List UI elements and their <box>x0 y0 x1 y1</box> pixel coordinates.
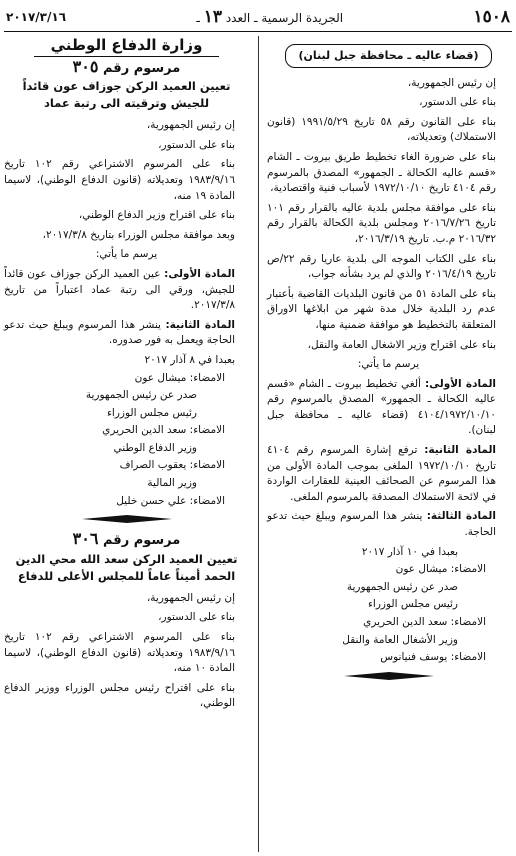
date-line: بعبدا في ٨ آذار ٢٠١٧ <box>144 353 235 366</box>
paragraph: بناء على القانون رقم ٥٨ تاريخ ١٩٩١/٥/٢٩ (قانون الاستملاك) وتعديلاته، <box>267 115 496 144</box>
signature-line: وزير الدفاع الوطني <box>113 441 197 454</box>
right-column <box>267 36 510 688</box>
paragraph: وبعد موافقة مجلس الوزراء بتاريخ ٢٠١٧/٣/٨، <box>42 228 235 241</box>
page-header <box>6 6 510 28</box>
signature-line: رئيس مجلس الوزراء <box>367 598 458 611</box>
paragraph: بناء على اقتراح وزير الاشغال العامة والنقل، <box>307 338 496 351</box>
column-divider <box>258 36 259 852</box>
article-text: ينشر هذا المرسوم ويبلغ حيث تدعو الحاجة. <box>267 510 496 539</box>
paragraph: إن رئيس الجمهورية، <box>407 76 496 89</box>
section-separator <box>344 672 434 680</box>
paragraph: إن رئيس الجمهورية، <box>146 119 235 132</box>
decree-label: مرسوم رقم <box>102 533 181 549</box>
paragraph: بناء على المرسوم الاشتراعي رقم ١٠٢ تاريخ ١٩٨٣/٩/١٦ وتعديلاته (قانون الدفاع الوطني)، لاسيما المادة ١٩ منه، <box>4 158 235 202</box>
article-label: المادة الثالثة: <box>426 510 496 523</box>
paragraph: بناء على الكتاب الموجه الى بلدية عاريا رقم ٢٢/ص تاريخ ٢٠١٦/٤/١٩ والذي لم يرد بشأنه جواب، <box>267 252 496 281</box>
signature-line: الامضاء: سعد الدين الحريري <box>363 616 486 628</box>
gazette-title: الجريدة الرسمية ـ العدد ١٣ ـ <box>196 7 344 27</box>
signature-line: الامضاء: ميشال عون <box>134 371 225 384</box>
header-rule <box>4 31 512 32</box>
ministry-underline <box>34 56 219 57</box>
decree-label: مرسوم رقم <box>102 60 181 76</box>
article-text: ترفع إشارة المرسوم رقم ٤١٠٤ تاريخ ١٩٧٢/١٠/١٠ الملغى بموجب المادة الأولى من هذا المرسوم عن الصحائف العينية للعقارات الواردة في لائحة الاستملاك المصدقة بالمرسوم الملغى. <box>267 444 497 503</box>
article-1 <box>4 267 249 314</box>
issue-date: ٢٠١٧/٣/١٦ <box>6 10 67 24</box>
signature-line: وزير الأشغال العامة والنقل <box>342 633 458 646</box>
paragraph: بناء على المرسوم الاشتراعي رقم ١٠٢ تاريخ ١٩٨٣/٩/١٦ وتعديلاته (قانون الدفاع الوطني)، لاسيما المادة ١٠ منه، <box>4 631 235 675</box>
decree-number <box>4 531 249 549</box>
article-label: المادة الثانية: <box>424 444 496 457</box>
article-label: المادة الأولى: <box>164 267 235 280</box>
paragraph: بناء على اقتراح وزير الدفاع الوطني، <box>78 209 235 222</box>
paragraph: إن رئيس الجمهورية، <box>146 591 235 604</box>
signature-line: الامضاء: ميشال عون <box>395 563 486 576</box>
signature-line: الامضاء: علي حسن خليل <box>116 494 225 507</box>
decree-title: تعيين العميد الركن سعد الله محي الدين الحمد أميناً عاماً للمجلس الأعلى للدفاع <box>15 551 238 583</box>
article-text: ألغي تخطيط بيروت ـ الشام «قسم عاليه الكحالة ـ الجمهور» المصدق بالمرسوم رقم ٤١٠٤/١٩٧٢/١٠/١٠ (قضاء عاليه ـ محافظة جبل لبنان). <box>267 377 496 437</box>
issue-number: ١٣ <box>203 7 222 27</box>
paragraph: بناء على المادة ٥١ من قانون البلديات القاضية بأعتبار عدم رد البلدية خلال مدة شهر من ابلاغها الاوراق المتعلقة بالتخطيط هو موافقة ضمنية منها، <box>267 287 497 331</box>
article-3 <box>267 509 510 540</box>
signature-line: رئيس مجلس الوزراء <box>106 406 197 419</box>
article-2 <box>267 443 510 505</box>
article-2 <box>4 318 249 349</box>
paragraph: بناء على الدستور، <box>158 138 235 151</box>
decrees-label: يرسم ما يأتي: <box>95 248 158 261</box>
page-number: ١٥٠٨ <box>473 7 510 27</box>
article-text: عين العميد الركن جوزاف عون قائداً للجيش، ورقي الى رتبة عماد اعتباراً من تاريخ ٢٠١٧/٣/٨. <box>4 267 235 312</box>
ministry-title: وزارة الدفاع الوطني <box>50 36 203 54</box>
article-label: المادة الثانية: <box>165 318 235 331</box>
signature-line: صدر عن رئيس الجمهورية <box>346 580 458 593</box>
decree-num: ٣٠٦ <box>72 529 99 549</box>
section-separator <box>82 515 172 523</box>
date-line: بعبدا في ١٠ آذار ٢٠١٧ <box>361 545 458 558</box>
article-text: ينشر هذا المرسوم ويبلغ حيث تدعو الحاجة ويعمل به فور صدوره. <box>4 318 235 347</box>
left-column <box>4 36 249 716</box>
decree-title: تعيين العميد الركن جوزاف عون قائداً للجيش وترقيته الى رتبة عماد <box>22 79 231 111</box>
signature-line: الامضاء: يوسف فنيانوس <box>380 651 486 664</box>
signature-line: الامضاء: يعقوب الصراف <box>119 459 225 472</box>
article-1 <box>267 377 510 439</box>
decrees-label: يرسم ما يأتي: <box>357 358 420 371</box>
signature-line: وزير المالية <box>147 477 197 490</box>
gazette-name: الجريدة الرسمية ـ العدد <box>225 11 344 25</box>
district-heading: (قضاء عاليه ـ محافظة جبل لبنان) <box>285 44 492 68</box>
article-label: المادة الأولى: <box>424 377 497 390</box>
decree-number <box>4 56 249 77</box>
paragraph: بناء على اقتراح رئيس مجلس الوزراء ووزير الدفاع الوطني، <box>4 681 235 710</box>
signature-line: صدر عن رئيس الجمهورية <box>85 389 197 402</box>
paragraph: بناء على الدستور، <box>419 96 496 109</box>
paragraph: بناء على موافقة مجلس بلدية عاليه بالقرار رقم ١٠١ تاريخ ٢٠١٦/٧/٢٦ ومجلس بلدية الكحالة بالقرار رقم ٢٠١٦/٣٢ م.ب. تاريخ ٢٠١٦/٣/١٩، <box>267 201 496 245</box>
signature-line: الامضاء: سعد الدين الحريري <box>102 424 225 437</box>
decree-num: ٣٠٥ <box>72 56 99 76</box>
paragraph: بناء على ضرورة الغاء تخطيط طريق بيروت ـ الشام «قسم عاليه الكحالة ـ الجمهور» المصدق بالمرسوم رقم ٤١٠٤ تاريخ ١٩٧٢/١٠/١٠ لأسباب فنية واقتصادية، <box>267 150 496 195</box>
paragraph: بناء على الدستور، <box>158 611 235 624</box>
